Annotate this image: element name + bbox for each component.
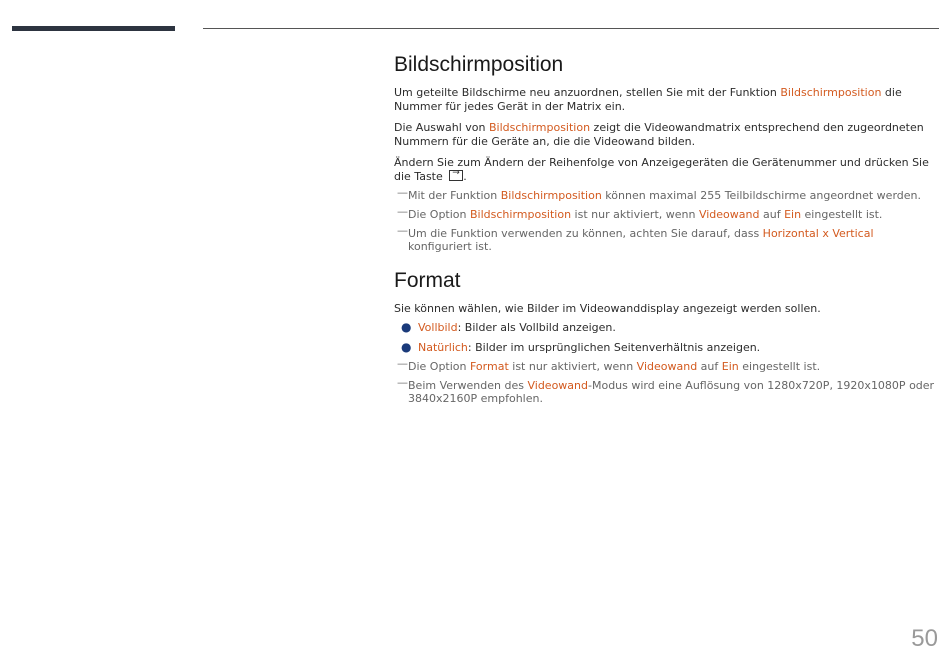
section-title-bildschirmposition: Bildschirmposition	[394, 53, 564, 76]
text: auf	[759, 207, 785, 221]
text: auf	[697, 359, 722, 373]
text: eingestellt ist.	[738, 359, 821, 373]
paragraph	[394, 156, 940, 183]
menu-term: Videowand	[636, 359, 698, 373]
menu-term: Bildschirmposition	[470, 207, 572, 221]
text: Mit der Funktion	[408, 188, 501, 202]
paragraph: Sie können wählen, wie Bilder im Videowanddisplay angezeigt werden sollen.	[394, 301, 821, 315]
note-dash-icon: —	[397, 204, 408, 218]
note	[394, 204, 940, 222]
section-title-format: Format	[394, 268, 461, 292]
note	[394, 356, 940, 374]
menu-term: Ein	[784, 207, 802, 221]
paragraph	[394, 86, 940, 113]
text: Die Auswahl von	[394, 121, 489, 134]
text: ist nur aktiviert, wenn	[571, 207, 699, 221]
text: Die Option	[408, 207, 470, 221]
bullet-icon: ●	[401, 339, 412, 354]
text: eingestellt ist.	[801, 207, 883, 221]
header-rule	[203, 28, 939, 29]
text: .	[463, 169, 467, 183]
menu-term: Vollbild	[418, 321, 458, 334]
text: die Nummer für jedes Gerät in der Matrix ein.	[394, 86, 902, 113]
note	[394, 223, 940, 254]
text: Die Option	[408, 359, 470, 373]
menu-term: Horizontal x Vertical	[762, 226, 874, 240]
note-dash-icon: —	[397, 185, 408, 199]
menu-term: Bildschirmposition	[489, 121, 591, 134]
note	[394, 375, 940, 406]
text: : Bilder im ursprünglichen Seitenverhältnis anzeigen.	[467, 340, 761, 354]
text: Beim Verwenden des	[408, 378, 528, 392]
bullet-icon: ●	[401, 320, 412, 334]
text: -Modus wird eine Auflösung von 1280x720P, 1920x1080P oder 3840x2160P empfohlen.	[408, 378, 935, 405]
list-item	[394, 341, 940, 355]
text: konfiguriert ist.	[408, 240, 492, 253]
text: zeigt die Videowandmatrix entsprechend den zugeordneten Nummern für die Geräte an, die die Videowand bilden.	[394, 121, 924, 148]
text: ist nur aktiviert, wenn	[508, 359, 637, 373]
text: : Bilder als Vollbild anzeigen.	[457, 321, 616, 334]
text: können maximal 255 Teilbildschirme angeordnet werden.	[601, 188, 921, 202]
menu-term: Format	[470, 359, 509, 373]
menu-term: Ein	[721, 359, 739, 373]
menu-term: Videowand	[527, 378, 588, 392]
text: Ändern Sie zum Ändern der Reihenfolge von Anzeigegeräten die Gerätenummer und drücken Sie die Taste	[394, 156, 929, 183]
menu-term: Videowand	[698, 207, 760, 221]
note	[394, 185, 940, 203]
menu-term: Natürlich	[418, 340, 468, 354]
note-dash-icon: —	[397, 223, 408, 237]
list-item	[394, 321, 940, 335]
paragraph	[394, 121, 940, 148]
page-number: 50	[911, 625, 938, 652]
menu-term: Bildschirmposition	[780, 86, 882, 99]
header-bar	[12, 26, 175, 31]
menu-term: Bildschirmposition	[500, 188, 602, 202]
text: Um die Funktion verwenden zu können, achten Sie darauf, dass	[408, 226, 763, 240]
main-content	[394, 52, 940, 406]
note-dash-icon: —	[397, 356, 408, 370]
text: Um geteilte Bildschirme neu anzuordnen, stellen Sie mit der Funktion	[394, 86, 781, 99]
enter-key-icon	[449, 170, 463, 181]
note-dash-icon: —	[397, 375, 408, 389]
